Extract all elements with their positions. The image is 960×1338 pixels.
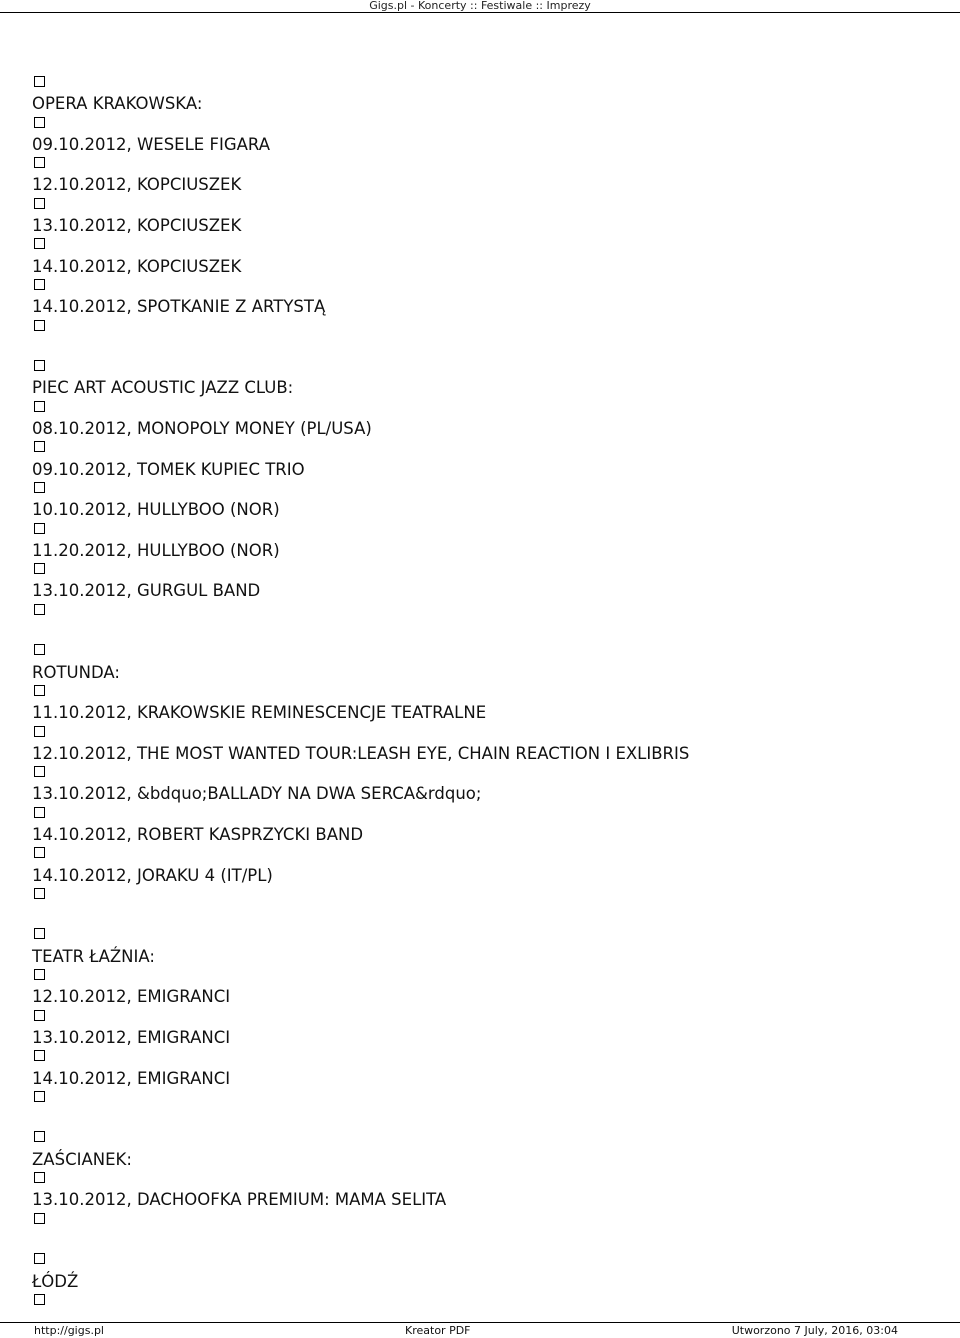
list-item-text: 09.10.2012, TOMEK KUPIEC TRIO	[32, 459, 305, 479]
list-item-text: ROTUNDA:	[32, 662, 120, 682]
list-item-text: 14.10.2012, ROBERT KASPRZYCKI BAND	[32, 824, 364, 844]
list-item-text: 13.10.2012, DACHOOFKA PREMIUM: MAMA SELITA	[32, 1190, 447, 1210]
checkbox-square-icon	[34, 1253, 45, 1264]
checkbox-square-icon	[34, 766, 45, 777]
checkbox-square-icon	[34, 1172, 45, 1183]
checkbox-square-icon	[34, 1050, 45, 1061]
footer-created-timestamp: Utworzono 7 July, 2016, 03:04	[731, 1324, 898, 1337]
checkbox-square-icon	[34, 1294, 45, 1305]
checkbox-square-icon	[34, 807, 45, 818]
footer-divider	[0, 1322, 960, 1323]
list-item-text: 10.10.2012, HULLYBOO (NOR)	[32, 500, 280, 520]
checkbox-square-icon	[34, 279, 45, 290]
list-item-text: OPERA KRAKOWSKA:	[32, 94, 203, 114]
list-item-text: 14.10.2012, KOPCIUSZEK	[32, 256, 242, 276]
list-item-text: 12.10.2012, THE MOST WANTED TOUR:LEASH EYE, CHAIN REACTION I EXLIBRIS	[32, 743, 690, 763]
checkbox-square-icon	[34, 320, 45, 331]
checkbox-square-icon	[34, 644, 45, 655]
checkbox-square-icon	[34, 685, 45, 696]
checkbox-square-icon	[34, 888, 45, 899]
checkbox-square-icon	[34, 238, 45, 249]
list-item-text: ŁÓDŹ	[32, 1271, 79, 1291]
list-item-text: 08.10.2012, MONOPOLY MONEY (PL/USA)	[32, 419, 372, 439]
list-item-text: 13.10.2012, KOPCIUSZEK	[32, 216, 242, 236]
list-item-text: 14.10.2012, EMIGRANCI	[32, 1068, 231, 1088]
checkbox-square-icon	[34, 847, 45, 858]
checkbox-square-icon	[34, 198, 45, 209]
list-item-text: 11.10.2012, KRAKOWSKIE REMINESCENCJE TEATRALNE	[32, 703, 487, 723]
list-item-text: PIEC ART ACOUSTIC JAZZ CLUB:	[32, 378, 294, 398]
checkbox-square-icon	[34, 726, 45, 737]
checkbox-square-icon	[34, 157, 45, 168]
checkbox-square-icon	[34, 401, 45, 412]
list-item-text: TEATR ŁAŹNIA:	[32, 946, 155, 966]
footer-url[interactable]: http://gigs.pl	[34, 1324, 104, 1337]
checkbox-square-icon	[34, 1213, 45, 1224]
list-item-text: 13.10.2012, GURGUL BAND	[32, 581, 261, 601]
page-header-title: Gigs.pl - Koncerty :: Festiwale :: Imprezy	[369, 0, 591, 12]
list-item-text: 09.10.2012, WESELE FIGARA	[32, 134, 270, 154]
checkbox-square-icon	[34, 482, 45, 493]
checkbox-square-icon	[34, 76, 45, 87]
list-item-text: 14.10.2012, JORAKU 4 (IT/PL)	[32, 865, 273, 885]
footer-generator: Kreator PDF	[405, 1324, 471, 1337]
list-item-text: ZAŚCIANEK:	[32, 1149, 132, 1169]
checkbox-square-icon	[34, 1010, 45, 1021]
list-item-text: 13.10.2012, &bdquo;BALLADY NA DWA SERCA&rdquo;	[32, 784, 482, 804]
checkbox-square-icon	[34, 928, 45, 939]
checkbox-square-icon	[34, 1131, 45, 1142]
checkbox-square-icon	[34, 441, 45, 452]
checkbox-square-icon	[34, 969, 45, 980]
list-item-text: 13.10.2012, EMIGRANCI	[32, 1027, 231, 1047]
checkbox-square-icon	[34, 1091, 45, 1102]
checkbox-square-icon	[34, 360, 45, 371]
header-divider	[0, 12, 960, 13]
checkbox-square-icon	[34, 117, 45, 128]
checkbox-square-icon	[34, 604, 45, 615]
checkbox-square-icon	[34, 563, 45, 574]
list-item-text: 12.10.2012, KOPCIUSZEK	[32, 175, 242, 195]
list-item-text: 12.10.2012, EMIGRANCI	[32, 987, 231, 1007]
checkbox-square-icon	[34, 523, 45, 534]
list-item-text: 14.10.2012, SPOTKANIE Z ARTYSTĄ	[32, 297, 326, 317]
list-item-text: 11.20.2012, HULLYBOO (NOR)	[32, 540, 280, 560]
